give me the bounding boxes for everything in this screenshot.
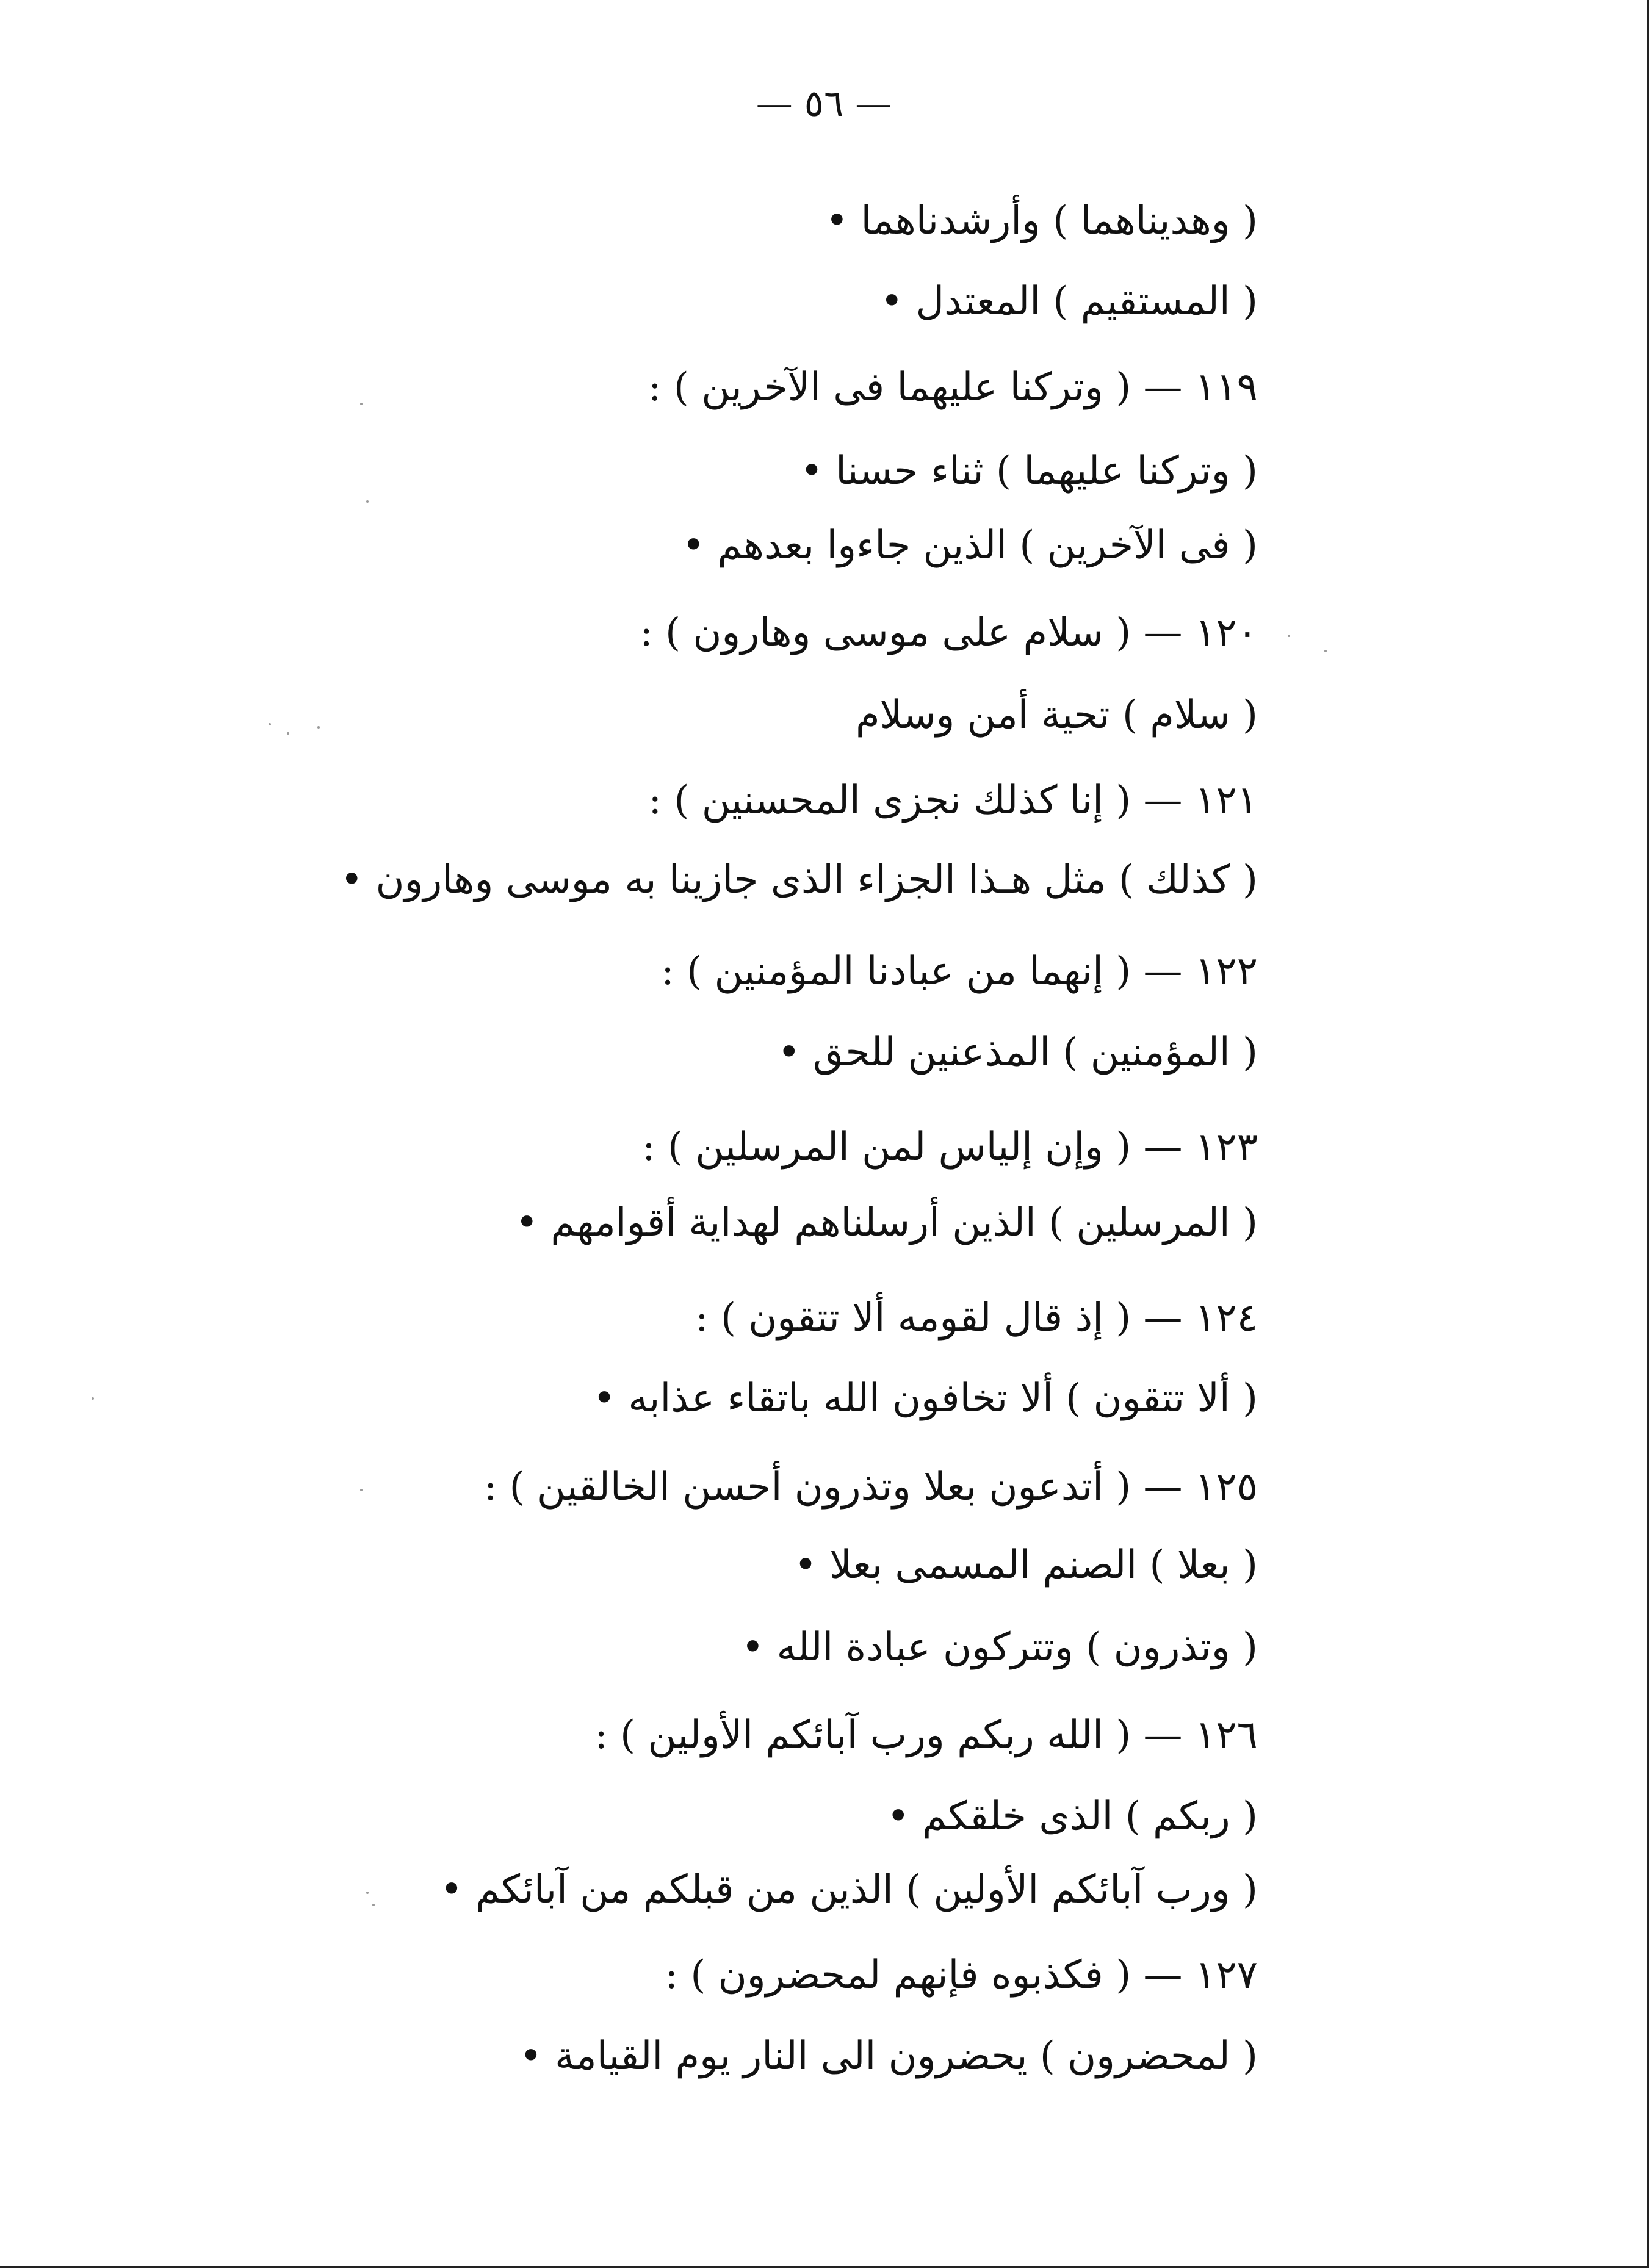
scan-speck: [1324, 650, 1327, 652]
text-line: ( فى الآخرين ) الذين جاءوا بعدهم •: [682, 523, 1258, 568]
scan-speck: [372, 1904, 375, 1906]
scan-speck: [269, 723, 271, 725]
page-number: — ٥٦ —: [756, 82, 892, 125]
text-line: ( وتركنا عليهما ) ثناء حسنا •: [800, 448, 1258, 494]
text-line: ( المرسلين ) الذين أرسلناهم لهداية أقوامهم •: [515, 1200, 1258, 1245]
verse-heading: ١٢٢ — ( إنهما من عبادنا المؤمنين ) :: [661, 949, 1258, 994]
scan-speck: [360, 1489, 363, 1491]
scan-speck: [287, 732, 289, 735]
verse-heading: ١٢٧ — ( فكذبوه فإنهم لمحضرون ) :: [665, 1953, 1258, 1998]
text-line: ( بعلا ) الصنم المسمى بعلا •: [794, 1543, 1258, 1588]
text-line: ( وهديناهما ) وأرشدناهما •: [825, 198, 1258, 243]
text-line: ( سلام ) تحية أمن وسلام: [856, 693, 1258, 738]
verse-heading: ١٢٣ — ( وإن إلياس لمن المرسلين ) :: [642, 1125, 1258, 1170]
verse-heading: ١١٩ — ( وتركنا عليهما فى الآخرين ) :: [648, 365, 1258, 410]
text-line: ( المؤمنين ) المذعنين للحق •: [777, 1030, 1258, 1075]
scan-speck: [360, 403, 363, 405]
verse-heading: ١٢١ — ( إنا كذلك نجزى المحسنين ) :: [648, 778, 1258, 823]
text-line: ( ألا تتقون ) ألا تخافون الله باتقاء عذابه •: [593, 1376, 1258, 1421]
scan-speck: [317, 726, 320, 729]
text-line: ( كذلك ) مثل هـذا الجزاء الذى جازينا به موسى وهارون •: [340, 857, 1258, 902]
scan-speck: [366, 1892, 369, 1894]
scan-speck: [1288, 635, 1290, 637]
scan-speck: [366, 500, 369, 503]
verse-heading: ١٢٦ — ( الله ربكم ورب آبائكم الأولين ) :: [594, 1713, 1258, 1758]
text-line: ( المستقيم ) المعتدل •: [880, 279, 1258, 324]
verse-heading: ١٢٥ — ( أتدعون بعلا وتذرون أحسن الخالقين ) :: [483, 1464, 1258, 1510]
verse-heading: ١٢٤ — ( إذ قال لقومه ألا تتقون ) :: [695, 1295, 1258, 1341]
text-line: ( وتذرون ) وتتركون عبادة الله •: [741, 1625, 1258, 1670]
text-line: ( ورب آبائكم الأولين ) الذين من قبلكم من آبائكم •: [439, 1867, 1258, 1912]
text-line: ( ربكم ) الذى خلقكم •: [886, 1794, 1258, 1839]
verse-heading: ١٢٠ — ( سلام على موسى وهارون ) :: [640, 610, 1258, 655]
text-line: ( لمحضرون ) يحضرون الى النار يوم القيامة •: [519, 2034, 1258, 2079]
scan-speck: [92, 1397, 94, 1400]
